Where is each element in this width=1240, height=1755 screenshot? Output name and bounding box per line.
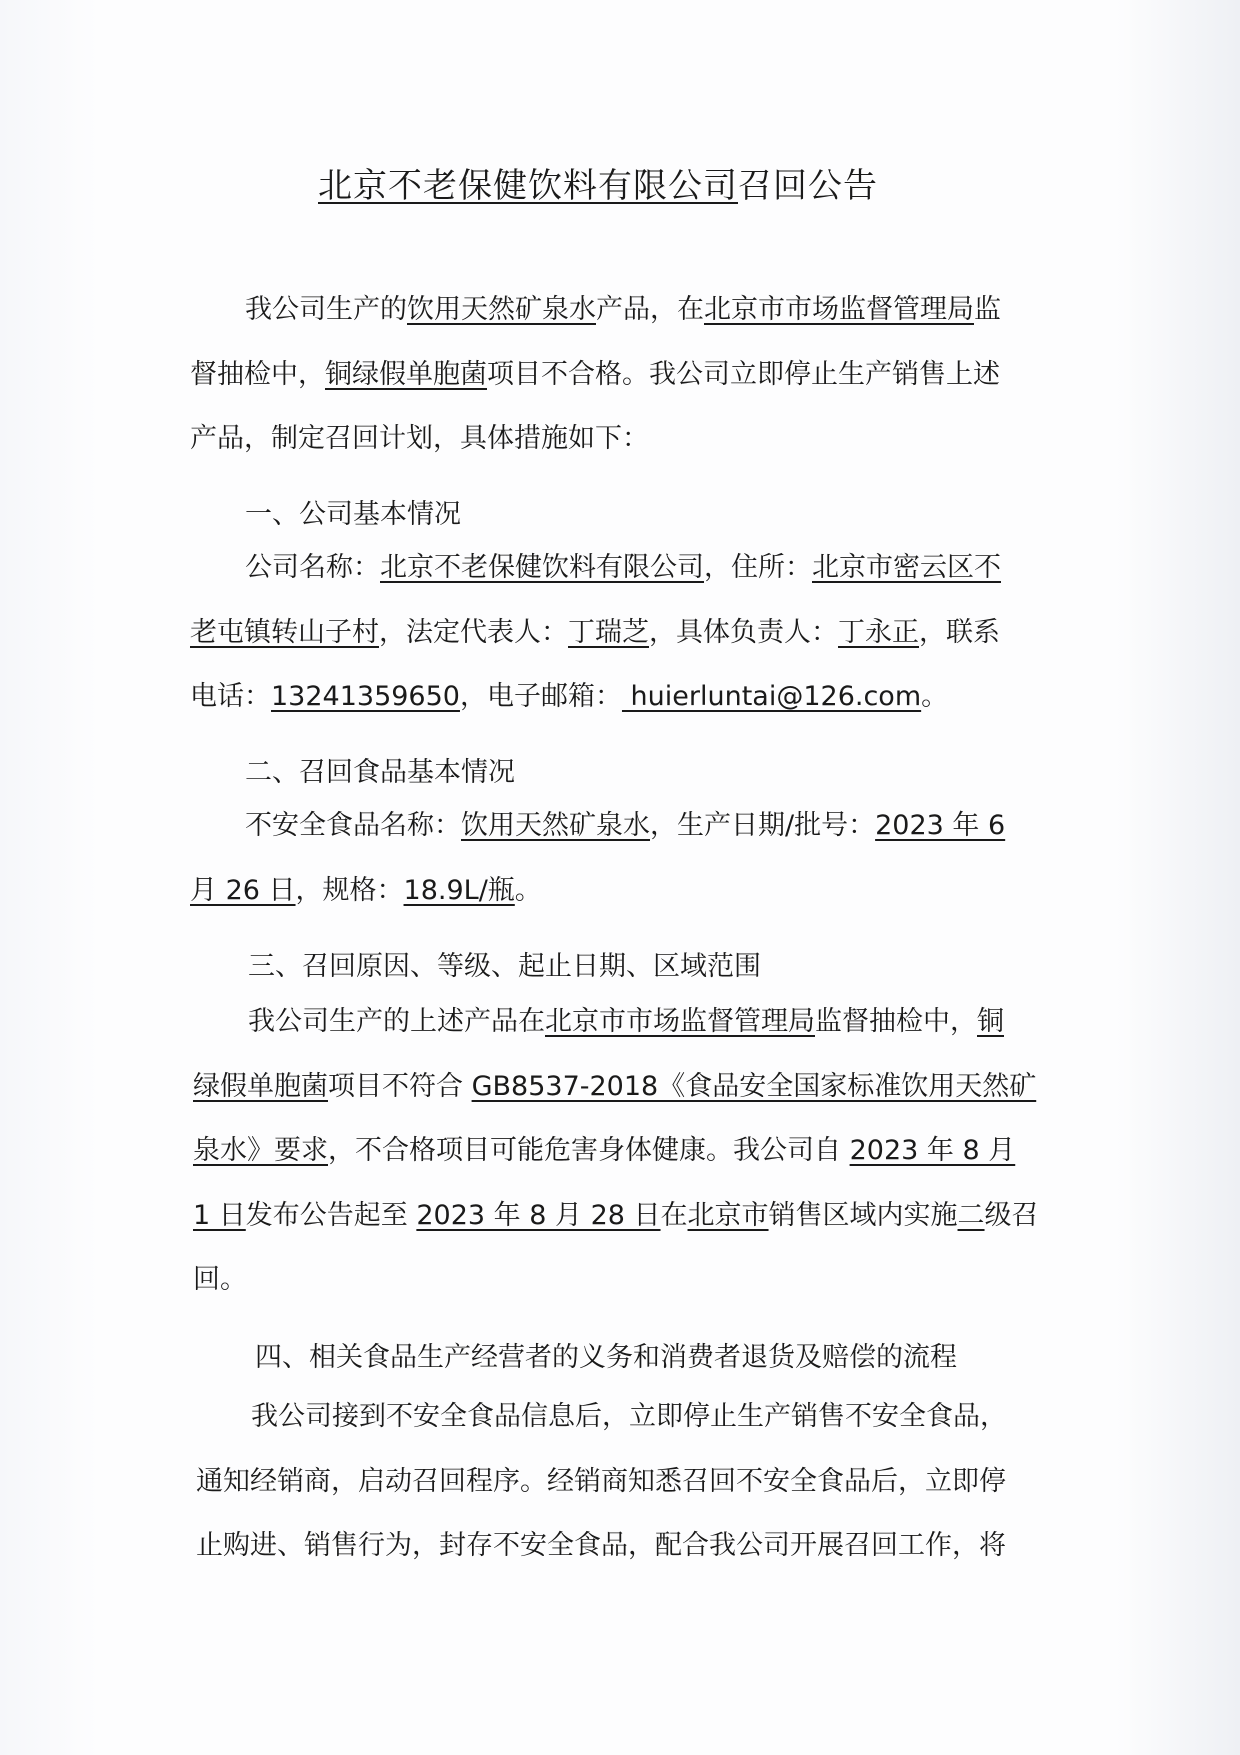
section-3-line-3 [193, 1119, 1053, 1184]
section-4-line-3: 止购进、销售行为，封存不安全食品，配合我公司开展召回工作，将 [196, 1530, 1006, 1561]
section-4-line-1: 我公司接到不安全食品信息后，立即停止生产销售不安全食品， [251, 1401, 1007, 1432]
text: 公司名称： [245, 552, 380, 583]
text: 在 [660, 1199, 688, 1231]
text: 电话： [190, 681, 271, 712]
text: 项目不合格。我公司立即停止生产销售上述 [487, 358, 1000, 390]
address: 老屯镇转山子村 [190, 616, 379, 648]
agency-name: 北京市市场监督管理局 [704, 294, 974, 325]
section-4-paragraph [196, 1385, 1061, 1579]
section-2-paragraph [190, 794, 1050, 923]
section-4-heading: 四、相关食品生产经营者的义务和消费者退货及赔偿的流程 [255, 1342, 957, 1373]
section-3-paragraph [193, 990, 1053, 1313]
text: 级召 [984, 1199, 1039, 1231]
production-date: 2023 年 6 [875, 810, 1006, 841]
legal-representative: 丁瑞芝 [568, 616, 649, 648]
standard: 泉水》要求 [193, 1135, 328, 1166]
text: 不安全食品名称： [245, 810, 461, 841]
email-address: huierluntai@126.com [621, 681, 922, 712]
title-company: 北京不老保健饮料有限公司 [318, 166, 738, 206]
end-date: 2023 年 8 月 28 日 [416, 1199, 661, 1231]
page-title [318, 158, 878, 207]
section-1-paragraph [190, 536, 1050, 730]
text: 销售区域内实施 [768, 1199, 958, 1231]
section-3-heading: 三、召回原因、等级、起止日期、区域范围 [248, 951, 761, 982]
start-date: 1 日 [193, 1199, 246, 1231]
section-3-line-2 [193, 1055, 1053, 1120]
section-3-line-1 [193, 990, 1053, 1055]
phone-number: 13241359650 [271, 681, 460, 712]
text: ，联系 [919, 616, 1000, 648]
failed-item: 绿假单胞菌 [193, 1070, 328, 1102]
product-name: 饮用天然矿泉水 [461, 810, 650, 841]
section-2-heading: 二、召回食品基本情况 [245, 757, 515, 788]
text: 监 [974, 294, 1001, 325]
text: 我公司生产的 [245, 294, 407, 325]
intro-line-2 [190, 343, 1050, 408]
text: 产品，在 [596, 294, 704, 325]
section-2-line-2 [190, 859, 1050, 924]
text: ，规格： [295, 874, 404, 906]
text: 督抽检中， [190, 358, 325, 390]
contact-person: 丁永正 [838, 616, 919, 648]
failed-item: 铜 [977, 1006, 1004, 1037]
section-3-line-5: 回。 [193, 1264, 247, 1295]
section-3-line-4 [193, 1184, 1053, 1249]
text: 我公司生产的上述产品在 [248, 1006, 545, 1037]
specification: 18.9L/瓶 [403, 874, 515, 906]
text: ，不合格项目可能危害身体健康。我公司自 [328, 1135, 850, 1166]
product-name: 饮用天然矿泉水 [407, 294, 596, 325]
region: 北京市 [687, 1199, 769, 1231]
text: ，住所： [704, 552, 812, 583]
standard: GB8537-2018《食品安全国家标准饮用天然矿 [471, 1070, 1037, 1102]
text: ，法定代表人： [379, 616, 568, 648]
section-1-line-3 [190, 665, 1050, 730]
agency-name: 北京市市场监督管理局 [545, 1006, 815, 1037]
production-date: 月 26 日 [190, 874, 296, 906]
text: ，具体负责人： [649, 616, 838, 648]
text: 。 [514, 874, 542, 906]
failed-item: 铜绿假单胞菌 [325, 358, 487, 390]
text: 监督抽检中， [815, 1006, 977, 1037]
section-4-line-2: 通知经销商，启动召回程序。经销商知悉召回不安全食品后，立即停 [196, 1465, 1006, 1497]
section-2-line-1 [190, 794, 1050, 859]
start-date: 2023 年 8 月 [849, 1135, 1016, 1166]
section-1-line-2 [190, 601, 1050, 666]
section-1-line-1 [190, 536, 1050, 601]
text: ，生产日期/批号： [650, 810, 876, 841]
text: 。 [921, 681, 949, 712]
section-1-heading: 一、公司基本情况 [245, 499, 461, 530]
intro-line-1 [190, 278, 1050, 343]
text: 发布公告起至 [245, 1199, 417, 1231]
text: ，电子邮箱： [459, 681, 622, 712]
address: 北京市密云区不 [812, 552, 1001, 583]
intro-paragraph [190, 278, 1050, 472]
recall-level: 二 [957, 1199, 985, 1231]
intro-line-3: 产品，制定召回计划，具体措施如下： [190, 423, 649, 454]
title-suffix: 召回公告 [738, 166, 878, 206]
text: 项目不符合 [328, 1070, 472, 1102]
company-name: 北京不老保健饮料有限公司 [380, 552, 704, 583]
